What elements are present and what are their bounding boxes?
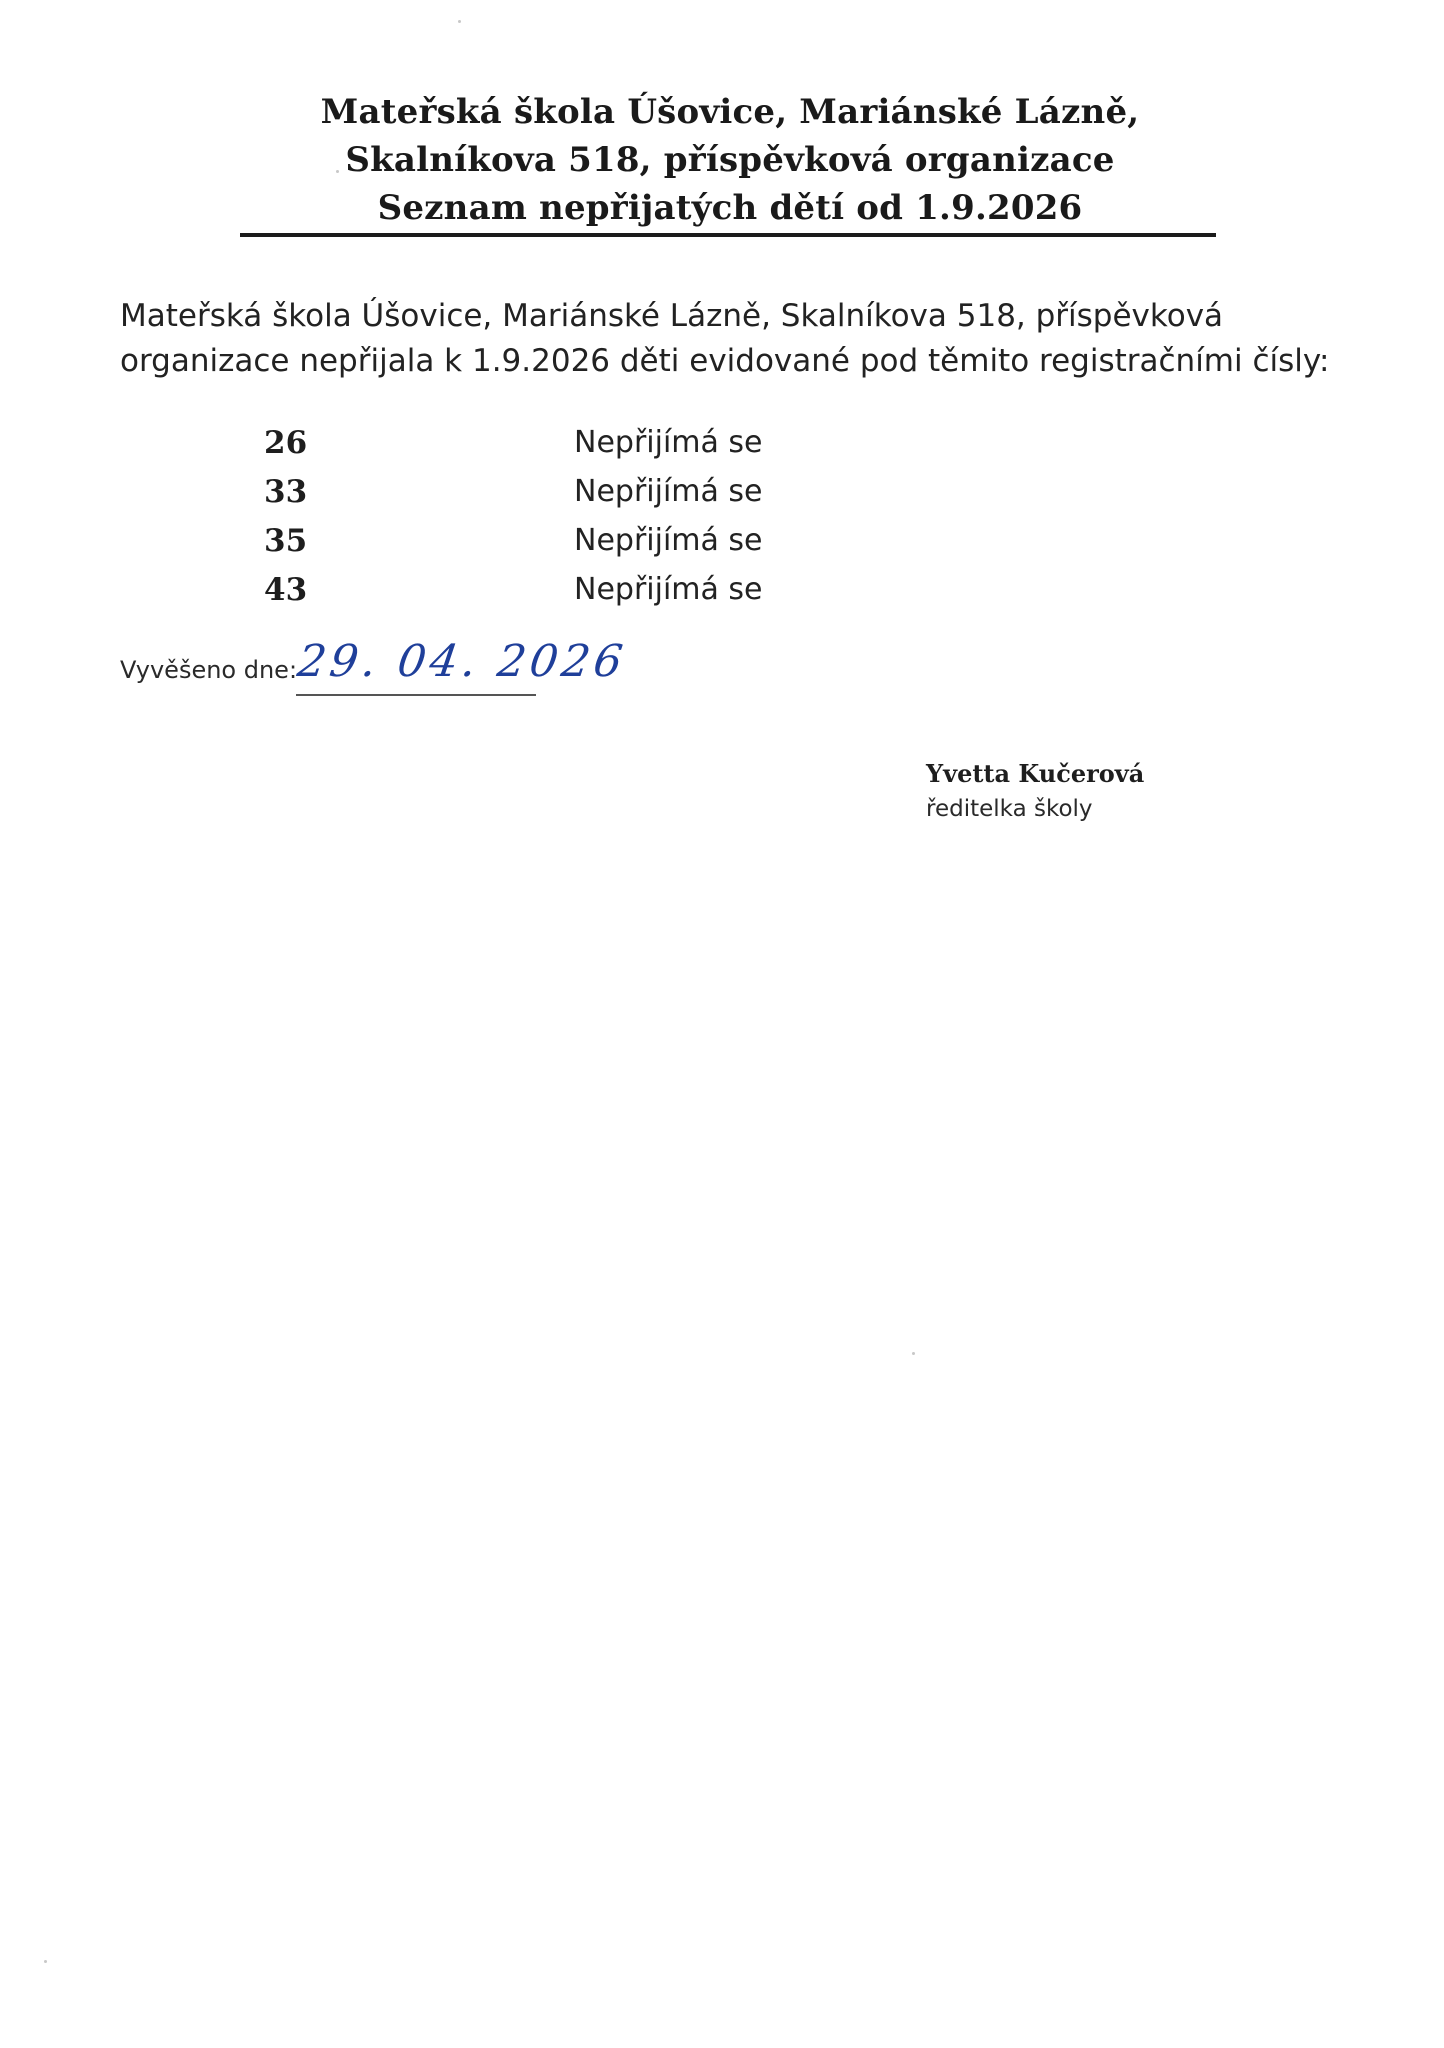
intro-paragraph — [120, 294, 1330, 384]
list-item — [264, 516, 864, 565]
signatory-name: Yvetta Kučerová — [926, 759, 1145, 788]
scan-speck — [44, 1960, 47, 1963]
registration-number: 43 — [264, 571, 308, 608]
scan-speck — [336, 170, 339, 173]
registration-status: Nepřijímá se — [574, 425, 763, 460]
posted-date-line — [120, 636, 630, 716]
document-title: Seznam nepřijatých dětí od 1.9.2026 — [377, 188, 1083, 228]
signatory-role: ředitelka školy — [926, 796, 1093, 822]
document-header — [240, 88, 1220, 232]
scan-speck — [458, 20, 461, 23]
list-item — [264, 418, 864, 467]
list-item — [264, 565, 864, 614]
registration-number: 35 — [264, 522, 308, 559]
posted-date-underline — [296, 694, 536, 696]
registration-status: Nepřijímá se — [574, 523, 763, 558]
registration-number: 26 — [264, 424, 308, 461]
intro-line-2: organizace nepřijala k 1.9.2026 děti evidované pod těmito registračními čísly: — [120, 343, 1330, 379]
scan-speck — [912, 1352, 915, 1355]
posted-label: Vyvěšeno dne: — [120, 656, 298, 684]
header-school-name: Mateřská škola Úšovice, Mariánské Lázně, — [320, 92, 1140, 132]
registration-status: Nepřijímá se — [574, 474, 763, 509]
signature-block — [926, 756, 1326, 826]
header-divider — [240, 233, 1216, 237]
list-item — [264, 467, 864, 516]
header-school-address: Skalníkova 518, příspěvková organizace — [345, 140, 1115, 180]
registration-list — [264, 418, 864, 614]
intro-line-1: Mateřská škola Úšovice, Mariánské Lázně, Skalníkova 518, příspěvková — [120, 298, 1224, 334]
registration-status: Nepřijímá se — [574, 572, 763, 607]
registration-number: 33 — [264, 473, 308, 510]
posted-date-handwritten: 29. 04. 2026 — [294, 636, 630, 687]
